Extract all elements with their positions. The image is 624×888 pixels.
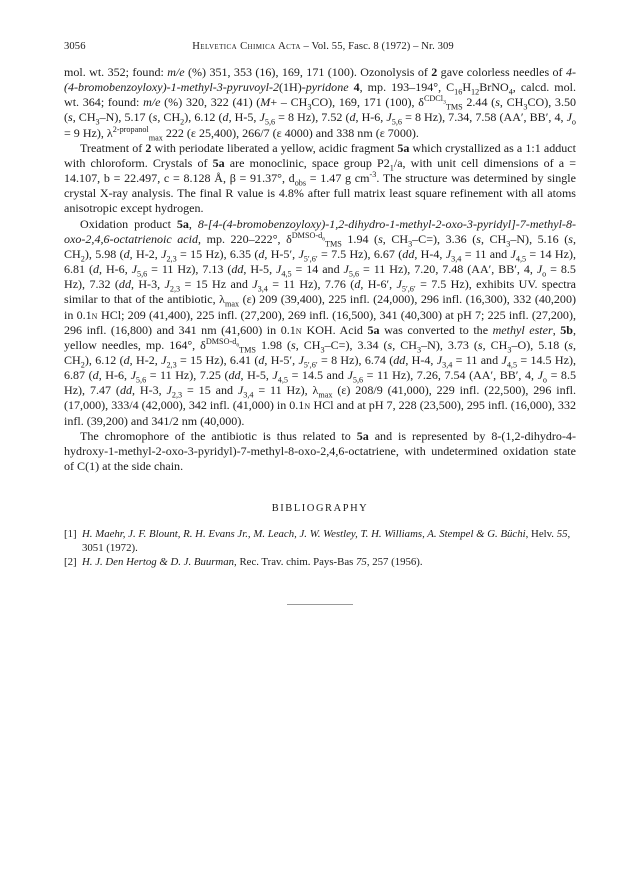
running-header xyxy=(64,41,576,52)
reference-number: [1] xyxy=(64,528,77,541)
page-number: 3056 xyxy=(64,41,86,52)
paragraph: The chromophore of the antibiotic is thus related to 5a and is represented by 8-(1,2-dihydro-4-hydroxy-1-methyl-2-oxo-3-pyridyl)-7-methyl-8-oxo-2,4,6-octatriene, with undetermined oxidation state of C(1) at the side chain. xyxy=(64,428,576,474)
reference-text: H. Maehr, J. F. Blount, R. H. Evans Jr., M. Leach, J. W. Westley, T. H. Williams, A. Stempel & G. Büchi, Helv. 55, 3051 (1972). xyxy=(82,528,571,554)
journal-name: Helvetica Chimica Acta xyxy=(192,41,301,52)
end-rule xyxy=(287,604,353,605)
reference-item xyxy=(64,528,576,555)
running-title xyxy=(126,41,520,52)
reference-list xyxy=(64,528,576,569)
bibliography-heading: BIBLIOGRAPHY xyxy=(271,503,369,515)
paragraph: Treatment of 2 with periodate liberated a yellow, acidic fragment 5a which crystallized as a 1:1 adduct with chloroform. Crystals of 5a are monoclinic, space group $P2_1/a$, with unit cell dimensions of a = 14.107, b = 22.497, c = 8.128 Å, β = 91.37°, $d_{obs} = 1.47$ g $cm^{-3}$. The structure was determined by single crystal X-ray analysis. The final R value is 4.8% after full matrix least square refinement with all atoms anisotropic except hydrogen. xyxy=(64,140,576,216)
paragraph: Oxidation product 5a, 8-[4-(4-bromobenzoyloxy)-1,2-dihydro-1-methyl-2-oxo-3-pyridyl]-7-methyl-8-oxo-2,4,6-octatrienoic acid, mp. 220–222°, $\delta^{DMSO-d_6}_{TMS}$ 1.94 (s, $CH_3-C=$), 3.36 (s, $CH_3-N$), 5.16 (s, $CH_2$), 5.98 (d, H-2, $J_{2,3} = 15$ Hz), 6.35 (d, H-5′, $J_{5',6'} = 7.5$ Hz), 6.67 (dd, H-4, $J_{3,4} = 11$ and $J_{4,5} = 14$ Hz), 6.81 (d, H-6, $J_{5,6} = 11$ Hz), 7.13 (dd, H-5, $J_{4,5} = 14$ and $J_{5,6} = 11$ Hz), 7.20, 7.48 (AA′, BB′, 4, $J_o = 8.5$ Hz), 7.32 (dd, H-3, $J_{2,3} = 15$ Hz and $J_{3,4} = 11$ Hz), 7.76 (d, H-6′, $J_{5',6'} = 7.5$ Hz), exhibits UV. spectra similar to that of the antibiotic, $\lambda_{max}$ (ε) 209 (39,400), 225 infl. (24,000), 296 infl. (16,300), 332 (40,200) in 0.1n HCl; 209 (41,400), 225 infl. (27,200), 269 infl. (16,500), 341 (40,300) at pH 7; 225 infl. (27,200), 296 infl. (16,800) and 341 nm (41,600) in 0.1n KOH. Acid 5a was converted to the methyl ester, 5b, yellow needles, mp. 164°, $\delta^{DMSO-d_6}_{TMS}$ 1.98 (s, $CH_3-C=$), 3.34 (s, $CH_3-N$), 3.73 (s, $CH_3-O$), 5.18 (s, $CH_2$), 6.12 (d, H-2, $J_{2,3} = 15$ Hz), 6.41 (d, H-5′, $J_{5',6'} = 8$ Hz), 6.74 (dd, H-4, $J_{3,4} = 11$ and $J_{4,5} = 14.5$ Hz), 6.87 (d, H-6, $J_{5,6} = 11$ Hz), 7.25 (dd, H-5, $J_{4,5} = 14.5$ and $J_{5,6} = 11$ Hz), 7.26, 7.54 (AA′, BB′, 4, $J_o = 8.5$ Hz), 7.47 (dd, H-3, $J_{2,3} = 15$ and $J_{3,4} = 11$ Hz), $\lambda_{max}$ (ε) 208/9 (41,000), 229 infl. (22,500), 296 infl. (17,000), 333/4 (42,000), 342 infl. (41,000) in 0.1n HCl and at pH 7, 228 (23,500), 295 infl. (16,000), 332 infl. (39,200) and 341/2 nm (40,000). xyxy=(64,216,577,428)
reference-text: H. J. Den Hertog & D. J. Buurman, Rec. Trav. chim. Pays-Bas 75, 257 (1956). xyxy=(82,555,423,568)
journal-details: – Vol. 55, Fasc. 8 (1972) – Nr. 309 xyxy=(303,41,454,52)
reference-item xyxy=(64,556,576,570)
page xyxy=(64,41,576,605)
paragraph: mol. wt. 352; found: m/e (%) 351, 353 (16), 169, 171 (100). Ozonolysis of 2 gave colorless needles of 4-(4-bromobenzoyloxy)-1-methyl-3-pyruvoyl-2(1H)-pyridone 4, mp. 193–194°, $C_{16}H_{12}BrNO_4$, calcd. mol. wt. 364; found: m/e (%) 320, 322 (41) $(M+ - CH_3CO)$, 169, 171 (100), $\delta^{CDCl_3}_{TMS}$ 2.44 (s, $CH_3CO$), 3.50 (s, $CH_3-N$), 5.17 (s, $CH_2$), 6.12 (d, H-5, $J_{5,6} = 8$ Hz), 7.52 (d, H-6, $J_{5,6} = 8$ Hz), 7.34, 7.58 (AA′, BB′, 4, $J_o = 9$ Hz), $\lambda^{2-propanol}_{max}$ 222 (ε 25,400), 266/7 (ε 4000) and 338 nm (ε 7000). xyxy=(64,65,577,143)
reference-number: [2] xyxy=(64,555,77,568)
article-body xyxy=(64,65,576,474)
